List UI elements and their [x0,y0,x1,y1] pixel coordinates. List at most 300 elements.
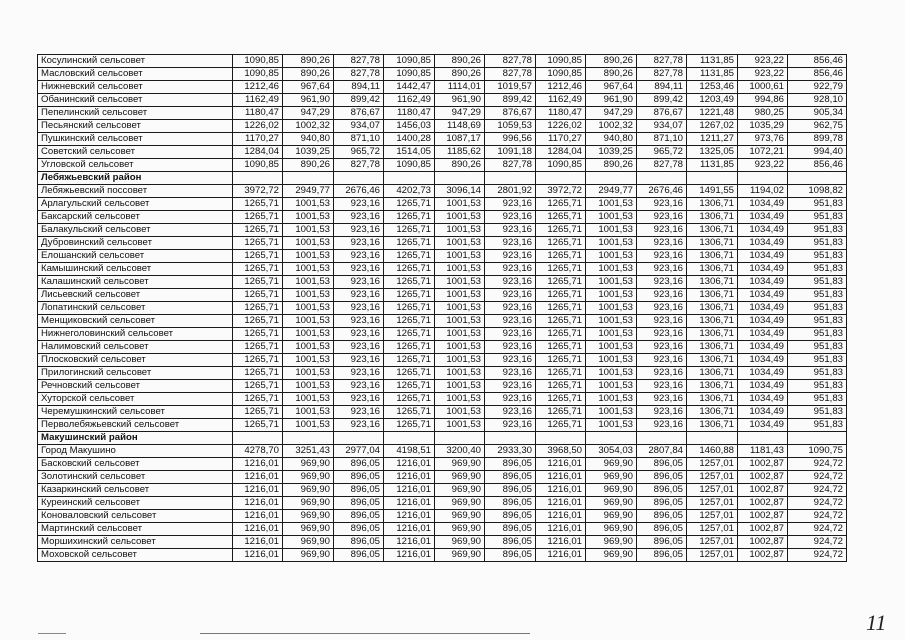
value-cell: 1034,49 [738,289,788,302]
value-cell: 1180,47 [384,107,435,120]
value-cell [536,432,586,445]
value-cell: 923,16 [485,406,536,419]
value-cell: 1265,71 [536,406,586,419]
value-cell [637,432,687,445]
value-cell [637,172,687,185]
value-cell: 890,26 [435,159,485,172]
value-cell: 1087,17 [435,133,485,146]
value-cell: 923,16 [485,263,536,276]
settlement-name: Черемушкинский сельсовет [38,406,233,419]
value-cell: 1265,71 [384,341,435,354]
value-cell: 1265,71 [384,406,435,419]
value-cell: 1265,71 [233,250,283,263]
value-cell: 1001,53 [586,380,637,393]
value-cell: 899,78 [788,133,847,146]
value-cell: 1001,53 [283,393,334,406]
value-cell: 969,90 [586,523,637,536]
value-cell [536,172,586,185]
value-cell: 1265,71 [233,224,283,237]
value-cell: 951,83 [788,367,847,380]
value-cell: 1180,47 [536,107,586,120]
value-cell: 1001,53 [435,237,485,250]
value-cell: 923,16 [334,302,384,315]
value-cell [233,432,283,445]
value-cell: 1001,53 [435,367,485,380]
value-cell: 1216,01 [233,484,283,497]
value-cell: 1034,49 [738,406,788,419]
value-cell: 923,16 [637,237,687,250]
value-cell: 1265,71 [384,315,435,328]
value-cell: 951,83 [788,393,847,406]
value-cell: 1265,71 [536,224,586,237]
value-cell: 1001,53 [586,328,637,341]
value-cell: 1114,01 [435,81,485,94]
settlement-name: Казаркинский сельсовет [38,484,233,497]
district-heading: Лебяжьевский район [38,172,233,185]
table-row [38,523,847,536]
value-cell: 1216,01 [536,484,586,497]
value-cell: 947,29 [283,107,334,120]
value-cell: 896,05 [485,549,536,562]
value-cell: 1034,49 [738,237,788,250]
value-cell: 1002,87 [738,471,788,484]
value-cell: 1257,01 [687,458,738,471]
settlement-name: Налимовский сельсовет [38,341,233,354]
value-cell: 896,05 [334,471,384,484]
table-row [38,120,847,133]
value-cell: 923,16 [485,211,536,224]
value-cell: 827,78 [637,159,687,172]
value-cell: 1001,53 [435,289,485,302]
value-cell: 1306,71 [687,367,738,380]
value-cell: 896,05 [485,458,536,471]
value-cell: 1265,71 [233,341,283,354]
table-row [38,536,847,549]
value-cell: 871,10 [334,133,384,146]
table-row [38,55,847,68]
value-cell: 1265,71 [384,276,435,289]
value-cell: 896,05 [637,484,687,497]
value-cell: 1265,71 [536,367,586,380]
value-cell: 969,90 [435,536,485,549]
table-row [38,289,847,302]
value-cell: 876,67 [637,107,687,120]
value-cell: 1090,85 [233,55,283,68]
value-cell: 923,16 [334,315,384,328]
value-cell: 965,72 [334,146,384,159]
table-row [38,497,847,510]
value-cell: 923,16 [334,224,384,237]
value-cell: 1002,87 [738,536,788,549]
value-cell: 923,16 [637,341,687,354]
value-cell: 1001,53 [586,419,637,432]
table-row [38,250,847,263]
value-cell: 923,16 [485,250,536,263]
value-cell [738,432,788,445]
value-cell: 896,05 [485,510,536,523]
value-cell: 1257,01 [687,549,738,562]
value-cell: 1001,53 [283,341,334,354]
value-cell: 896,05 [485,523,536,536]
value-cell: 969,90 [283,510,334,523]
value-cell: 934,07 [637,120,687,133]
value-cell: 1090,85 [233,159,283,172]
value-cell [788,172,847,185]
value-cell: 1001,53 [283,419,334,432]
value-cell: 969,90 [435,471,485,484]
value-cell: 1216,01 [536,536,586,549]
value-cell: 951,83 [788,328,847,341]
value-cell: 1514,05 [384,146,435,159]
table-row [38,263,847,276]
value-cell: 969,90 [283,523,334,536]
value-cell: 890,26 [283,68,334,81]
value-cell: 1001,53 [435,341,485,354]
value-cell: 967,64 [586,81,637,94]
value-cell: 923,16 [334,211,384,224]
value-cell: 1001,53 [586,354,637,367]
value-cell: 1059,53 [485,120,536,133]
district-heading: Макушинский район [38,432,233,445]
value-cell: 923,16 [334,328,384,341]
value-cell: 1001,53 [586,224,637,237]
value-cell: 1090,85 [384,68,435,81]
value-cell: 923,16 [637,211,687,224]
value-cell: 923,16 [485,198,536,211]
value-cell: 1211,27 [687,133,738,146]
settlement-name: Город Макушино [38,445,233,458]
table-row [38,133,847,146]
value-cell: 969,90 [283,484,334,497]
value-cell: 923,22 [738,68,788,81]
settlement-name: Обанинский сельсовет [38,94,233,107]
value-cell: 3096,14 [435,185,485,198]
value-cell: 1265,71 [536,250,586,263]
value-cell: 923,16 [637,250,687,263]
value-cell: 1265,71 [384,263,435,276]
value-cell: 1002,87 [738,523,788,536]
value-cell: 1265,71 [536,419,586,432]
value-cell: 1001,53 [586,367,637,380]
table-row [38,315,847,328]
value-cell: 896,05 [334,536,384,549]
value-cell: 1090,85 [384,159,435,172]
value-cell: 827,78 [637,55,687,68]
value-cell: 923,16 [637,263,687,276]
value-cell: 923,16 [637,419,687,432]
value-cell: 1216,01 [384,471,435,484]
value-cell: 1257,01 [687,536,738,549]
value-cell: 1216,01 [536,458,586,471]
value-cell: 923,16 [637,393,687,406]
value-cell: 923,16 [334,237,384,250]
value-cell: 923,16 [637,302,687,315]
value-cell: 1306,71 [687,250,738,263]
value-cell [283,172,334,185]
value-cell: 1212,46 [233,81,283,94]
value-cell: 923,16 [637,276,687,289]
table-row [38,302,847,315]
settlement-name: Мартинский сельсовет [38,523,233,536]
value-cell: 923,16 [485,380,536,393]
value-cell: 969,90 [435,549,485,562]
settlement-name: Хуторской сельсовет [38,393,233,406]
value-cell: 922,79 [788,81,847,94]
value-cell: 1131,85 [687,159,738,172]
value-cell: 1216,01 [233,471,283,484]
value-cell: 1265,71 [384,250,435,263]
value-cell: 1265,71 [384,198,435,211]
value-cell: 1216,01 [536,549,586,562]
table-row [38,198,847,211]
value-cell: 969,90 [435,484,485,497]
table-row [38,419,847,432]
value-cell: 1001,53 [586,198,637,211]
value-cell: 2676,46 [637,185,687,198]
settlement-name: Нижневский сельсовет [38,81,233,94]
settlement-name: Моршихинский сельсовет [38,536,233,549]
value-cell: 1216,01 [384,536,435,549]
value-cell: 923,16 [637,367,687,380]
value-cell: 934,07 [334,120,384,133]
value-cell: 1090,85 [536,159,586,172]
value-cell [435,172,485,185]
value-cell: 980,25 [738,107,788,120]
value-cell: 961,90 [586,94,637,107]
value-cell: 1265,71 [536,380,586,393]
value-cell: 4198,51 [384,445,435,458]
settlement-name: Куреинский сельсовет [38,497,233,510]
value-cell: 923,16 [334,250,384,263]
value-cell: 1001,53 [283,289,334,302]
tariff-table [37,54,847,562]
value-cell: 923,16 [334,419,384,432]
value-cell: 1090,85 [233,68,283,81]
value-cell: 928,10 [788,94,847,107]
value-cell: 1098,82 [788,185,847,198]
value-cell: 1001,53 [586,393,637,406]
value-cell: 3200,40 [435,445,485,458]
value-cell: 3054,03 [586,445,637,458]
value-cell: 1001,53 [435,302,485,315]
value-cell: 1034,49 [738,341,788,354]
table-row [38,393,847,406]
value-cell: 899,42 [637,94,687,107]
value-cell: 1001,53 [435,315,485,328]
value-cell: 1002,87 [738,484,788,497]
value-cell: 3251,43 [283,445,334,458]
settlement-name: Менщиковский сельсовет [38,315,233,328]
value-cell: 1091,18 [485,146,536,159]
settlement-name: Нижнеголовинский сельсовет [38,328,233,341]
value-cell: 951,83 [788,315,847,328]
table-row [38,159,847,172]
table-row [38,81,847,94]
value-cell: 1181,43 [738,445,788,458]
value-cell: 1306,71 [687,276,738,289]
value-cell: 1072,21 [738,146,788,159]
value-cell: 1001,53 [435,224,485,237]
value-cell: 1216,01 [384,549,435,562]
value-cell: 1265,71 [233,406,283,419]
value-cell: 1306,71 [687,198,738,211]
table-row [38,406,847,419]
value-cell: 923,16 [334,354,384,367]
value-cell: 924,72 [788,523,847,536]
value-cell: 923,16 [485,419,536,432]
table-row [38,94,847,107]
value-cell: 951,83 [788,224,847,237]
value-cell: 1002,87 [738,497,788,510]
value-cell: 1265,71 [233,237,283,250]
value-cell: 1002,32 [586,120,637,133]
settlement-name: Песьянский сельсовет [38,120,233,133]
value-cell: 923,16 [485,224,536,237]
value-cell: 1001,53 [283,328,334,341]
value-cell: 1185,62 [435,146,485,159]
value-cell: 1265,71 [536,237,586,250]
table-row [38,68,847,81]
value-cell: 1001,53 [283,237,334,250]
value-cell: 890,26 [435,68,485,81]
value-cell: 1002,87 [738,458,788,471]
value-cell: 923,16 [485,315,536,328]
value-cell: 923,16 [485,393,536,406]
value-cell: 923,16 [637,354,687,367]
value-cell: 896,05 [334,549,384,562]
value-cell: 1001,53 [283,276,334,289]
settlement-name: Золотинский сельсовет [38,471,233,484]
value-cell: 1257,01 [687,497,738,510]
value-cell: 969,90 [283,458,334,471]
settlement-name: Камышинский сельсовет [38,263,233,276]
value-cell: 1216,01 [384,523,435,536]
value-cell: 1170,27 [536,133,586,146]
value-cell: 1001,53 [435,406,485,419]
value-cell: 1257,01 [687,523,738,536]
value-cell: 1265,71 [536,289,586,302]
value-cell: 969,90 [586,510,637,523]
value-cell: 1265,71 [233,380,283,393]
value-cell: 951,83 [788,289,847,302]
value-cell: 1034,49 [738,198,788,211]
value-cell: 1001,53 [435,393,485,406]
value-cell: 1034,49 [738,250,788,263]
value-cell: 923,16 [637,380,687,393]
value-cell: 1001,53 [283,380,334,393]
table-row [38,211,847,224]
value-cell: 1001,53 [283,250,334,263]
value-cell: 923,16 [485,289,536,302]
value-cell: 1170,27 [233,133,283,146]
value-cell: 1265,71 [384,328,435,341]
value-cell: 1001,53 [283,263,334,276]
value-cell: 1306,71 [687,315,738,328]
value-cell: 969,90 [435,510,485,523]
value-cell: 896,05 [485,471,536,484]
value-cell: 1265,71 [384,289,435,302]
settlement-name: Советский сельсовет [38,146,233,159]
value-cell: 973,76 [738,133,788,146]
value-cell: 1265,71 [233,393,283,406]
value-cell: 1034,49 [738,367,788,380]
value-cell: 1216,01 [384,497,435,510]
settlement-name: Басковский сельсовет [38,458,233,471]
value-cell: 1306,71 [687,341,738,354]
value-cell: 1284,04 [536,146,586,159]
value-cell: 890,26 [283,55,334,68]
value-cell: 1090,85 [536,68,586,81]
table-row [38,380,847,393]
settlement-name: Прилогинский сельсовет [38,367,233,380]
value-cell: 3972,72 [233,185,283,198]
section-row [38,172,847,185]
value-cell: 1001,53 [435,328,485,341]
value-cell: 1265,71 [536,302,586,315]
value-cell: 890,26 [435,55,485,68]
value-cell: 947,29 [586,107,637,120]
value-cell: 1216,01 [233,458,283,471]
value-cell [334,432,384,445]
value-cell: 1034,49 [738,393,788,406]
value-cell [233,172,283,185]
value-cell: 905,34 [788,107,847,120]
value-cell: 1216,01 [233,549,283,562]
value-cell: 923,16 [334,276,384,289]
value-cell: 896,05 [637,458,687,471]
value-cell: 969,90 [586,536,637,549]
value-cell: 2801,92 [485,185,536,198]
value-cell: 924,72 [788,497,847,510]
value-cell: 1216,01 [233,497,283,510]
value-cell: 951,83 [788,263,847,276]
value-cell: 1265,71 [384,393,435,406]
value-cell: 2977,04 [334,445,384,458]
settlement-name: Лебяжьевский поссовет [38,185,233,198]
value-cell: 1400,28 [384,133,435,146]
value-cell: 856,46 [788,159,847,172]
settlement-name: Калашинский сельсовет [38,276,233,289]
value-cell: 923,16 [637,315,687,328]
table-row [38,471,847,484]
value-cell [687,172,738,185]
value-cell: 962,75 [788,120,847,133]
value-cell: 1001,53 [435,419,485,432]
value-cell: 1001,53 [586,211,637,224]
value-cell [738,172,788,185]
value-cell: 969,90 [586,484,637,497]
value-cell: 1039,25 [283,146,334,159]
value-cell: 951,83 [788,302,847,315]
value-cell: 923,16 [637,406,687,419]
value-cell: 969,90 [283,549,334,562]
value-cell: 2949,77 [283,185,334,198]
value-cell: 923,16 [637,289,687,302]
value-cell: 923,22 [738,55,788,68]
value-cell: 923,16 [334,198,384,211]
value-cell: 969,90 [586,497,637,510]
value-cell: 923,16 [334,367,384,380]
value-cell: 876,67 [334,107,384,120]
settlement-name: Плосковский сельсовет [38,354,233,367]
value-cell: 924,72 [788,471,847,484]
value-cell [334,172,384,185]
value-cell: 951,83 [788,354,847,367]
value-cell: 924,72 [788,510,847,523]
value-cell [586,432,637,445]
value-cell: 924,72 [788,549,847,562]
value-cell: 994,86 [738,94,788,107]
